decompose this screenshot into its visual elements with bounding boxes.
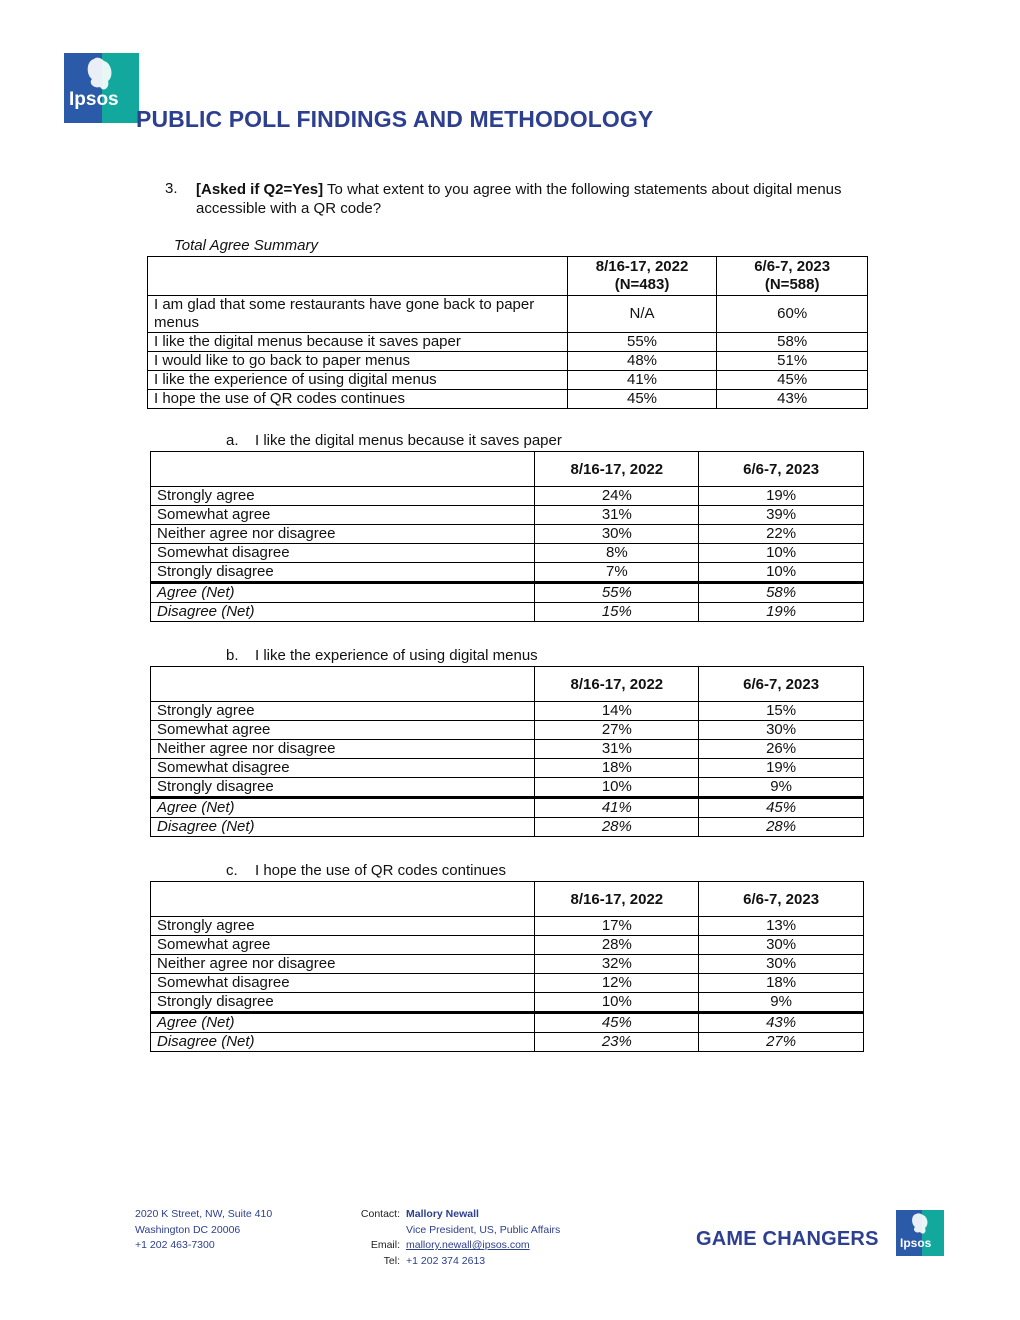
table-row [151,721,864,740]
col-2023: 6/6-7, 2023 [699,667,864,702]
net-2022: 45% [535,1013,699,1033]
net-label: Agree (Net) [151,798,535,818]
table-row [151,917,864,936]
cell-2022: 28% [535,936,699,955]
cell-2023: 58% [717,333,868,352]
table-row [151,702,864,721]
net-2023: 43% [699,1013,864,1033]
net-row [151,798,864,818]
address-phone: +1 202 463-7300 [135,1239,215,1251]
subtable [150,881,864,1052]
net-2022: 15% [535,603,699,622]
row-label: Strongly agree [151,487,535,506]
cell-2022: 10% [535,993,699,1013]
col-2023: 6/6-7, 2023 [699,452,864,487]
cell-2023: 43% [717,390,868,409]
cell-2023: 10% [699,544,864,563]
subtable-title: I like the digital menus because it saves paper [255,432,562,449]
col-2023: 6/6-7, 2023 [699,882,864,917]
contact-label: Contact: [360,1208,400,1220]
table-row [148,371,868,390]
table-row [151,563,864,583]
subtable [150,451,864,622]
net-2023: 58% [699,583,864,603]
table-row [151,974,864,993]
subtable [150,666,864,837]
row-label: I would like to go back to paper menus [148,352,568,371]
ipsos-logo-footer [896,1210,944,1256]
table-row [148,296,868,333]
net-row [151,583,864,603]
row-label: Neither agree nor disagree [151,740,535,759]
subtable-letter: c. [226,862,238,879]
cell-2023: 18% [699,974,864,993]
net-2023: 28% [699,818,864,837]
net-2023: 45% [699,798,864,818]
svg-text:Ipsos: Ipsos [900,1236,932,1250]
footer-contact-labels [338,1207,400,1269]
cell-2023: 30% [699,955,864,974]
cell-2023: 9% [699,993,864,1013]
net-label: Disagree (Net) [151,818,535,837]
net-label: Disagree (Net) [151,1033,535,1052]
row-label: Somewhat agree [151,506,535,525]
table-row [151,506,864,525]
contact-role: Vice President, US, Public Affairs [406,1223,561,1236]
row-label: Strongly agree [151,702,535,721]
row-label: Somewhat disagree [151,974,535,993]
row-label: Somewhat agree [151,721,535,740]
cell-2023: 15% [699,702,864,721]
cell-2022: 17% [535,917,699,936]
cell-2023: 22% [699,525,864,544]
email-link[interactable]: mallory.newall@ipsos.com [406,1239,530,1251]
cell-2022: 7% [535,563,699,583]
cell-2023: 10% [699,563,864,583]
summary-col-2023: 6/6-7, 2023 (N=588) [717,257,868,296]
header-blank [151,882,535,917]
cell-2023: 30% [699,721,864,740]
row-label: I hope the use of QR codes continues [148,390,568,409]
row-label: Somewhat agree [151,936,535,955]
ipsos-logo [64,53,139,123]
cell-2022: 12% [535,974,699,993]
header-blank [151,667,535,702]
cell-2023: 19% [699,759,864,778]
cell-2022: 18% [535,759,699,778]
cell-2023: 30% [699,936,864,955]
cell-2022: 32% [535,955,699,974]
row-label: I like the digital menus because it saves paper [148,333,568,352]
net-label: Agree (Net) [151,1013,535,1033]
cell-2022: N/A [567,296,717,333]
tel-label: Tel: [383,1254,400,1267]
question-number: 3. [165,180,178,197]
subtable-title: I hope the use of QR codes continues [255,862,506,879]
subtable-header-row [151,452,864,487]
question-text [196,180,886,218]
net-2022: 28% [535,818,699,837]
table-row [151,993,864,1013]
address-line: 2020 K Street, NW, Suite 410 [135,1208,273,1220]
net-2023: 19% [699,603,864,622]
net-2022: 55% [535,583,699,603]
page-title: PUBLIC POLL FINDINGS AND METHODOLOGY [136,106,654,132]
question-body: To what extent to you agree with the following statements about digital menus accessible with a QR code? [196,181,842,217]
subtable-letter: b. [226,647,239,664]
row-label: I like the experience of using digital menus [148,371,568,390]
cell-2023: 9% [699,778,864,798]
cell-2022: 41% [567,371,717,390]
table-row [148,333,868,352]
footer-contact [406,1207,560,1269]
subtable-title: I like the experience of using digital menus [255,647,538,664]
row-label: Somewhat disagree [151,759,535,778]
cell-2022: 10% [535,778,699,798]
question-condition: [Asked if Q2=Yes] [196,181,324,198]
cell-2022: 31% [535,740,699,759]
tagline: GAME CHANGERS [696,1228,879,1250]
table-row [151,778,864,798]
col-2022: 8/16-17, 2022 [535,452,699,487]
summary-header-blank [148,257,568,296]
net-row [151,1013,864,1033]
summary-caption: Total Agree Summary [174,237,318,254]
summary-col-2022: 8/16-17, 2022 (N=483) [567,257,717,296]
net-row [151,603,864,622]
footer-address [135,1207,272,1254]
subtable-header-row [151,882,864,917]
cell-2023: 45% [717,371,868,390]
svg-text:Ipsos: Ipsos [69,89,119,110]
address-line: Washington DC 20006 [135,1223,241,1236]
col-2022: 8/16-17, 2022 [535,882,699,917]
col-2022: 8/16-17, 2022 [535,667,699,702]
cell-2022: 55% [567,333,717,352]
row-label: Strongly disagree [151,993,535,1013]
email-label: Email: [370,1239,400,1251]
table-row [148,352,868,371]
cell-2023: 39% [699,506,864,525]
net-2022: 23% [535,1033,699,1052]
net-row [151,1033,864,1052]
net-label: Disagree (Net) [151,603,535,622]
cell-2022: 24% [535,487,699,506]
cell-2023: 13% [699,917,864,936]
cell-2022: 14% [535,702,699,721]
cell-2023: 60% [717,296,868,333]
header-blank [151,452,535,487]
cell-2023: 19% [699,487,864,506]
cell-2023: 51% [717,352,868,371]
table-row [151,759,864,778]
net-2022: 41% [535,798,699,818]
row-label: Neither agree nor disagree [151,525,535,544]
cell-2022: 27% [535,721,699,740]
cell-2022: 30% [535,525,699,544]
row-label: I am glad that some restaurants have gone back to paper menus [148,296,568,333]
subtable-header-row [151,667,864,702]
net-2023: 27% [699,1033,864,1052]
net-label: Agree (Net) [151,583,535,603]
cell-2022: 8% [535,544,699,563]
row-label: Strongly disagree [151,563,535,583]
row-label: Somewhat disagree [151,544,535,563]
contact-tel: +1 202 374 2613 [406,1254,486,1267]
table-row [151,740,864,759]
cell-2022: 31% [535,506,699,525]
cell-2023: 26% [699,740,864,759]
net-row [151,818,864,837]
table-row [151,544,864,563]
cell-2022: 48% [567,352,717,371]
cell-2022: 45% [567,390,717,409]
table-row [151,955,864,974]
row-label: Strongly agree [151,917,535,936]
summary-header-row [148,257,868,296]
row-label: Strongly disagree [151,778,535,798]
table-row [151,487,864,506]
subtable-letter: a. [226,432,239,449]
table-row [151,936,864,955]
table-row [148,390,868,409]
row-label: Neither agree nor disagree [151,955,535,974]
contact-name: Mallory Newall [406,1208,479,1220]
table-row [151,525,864,544]
summary-table [147,256,868,409]
